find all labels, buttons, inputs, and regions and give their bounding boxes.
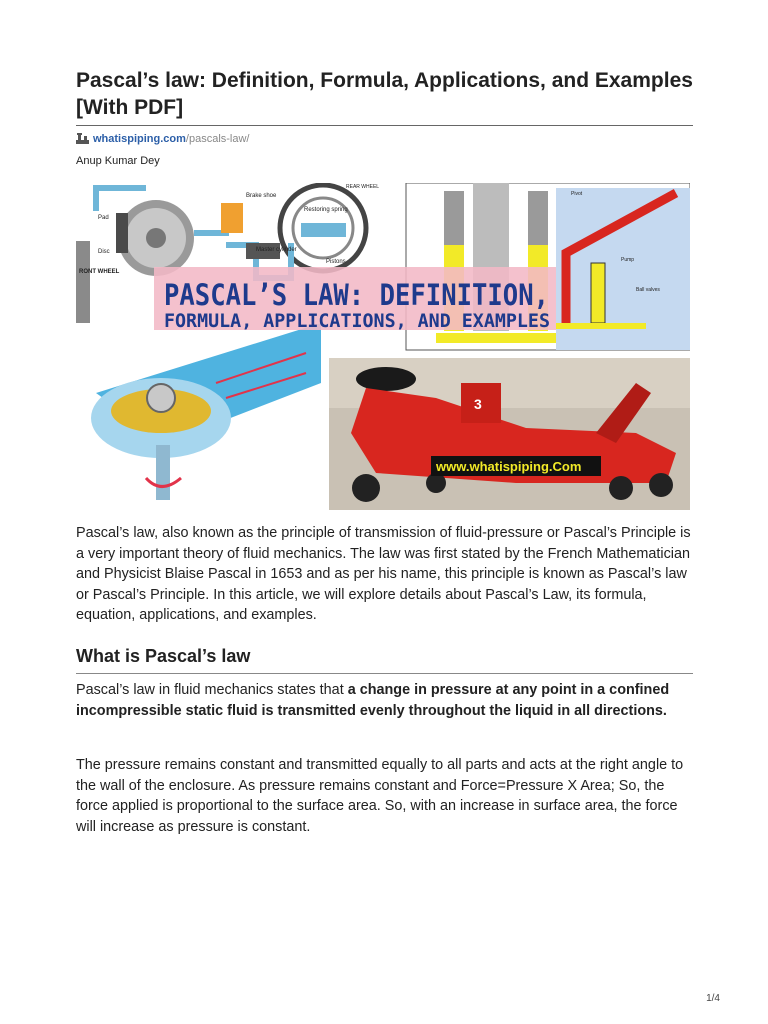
label-brake-shoe: Brake shoe (246, 193, 277, 199)
intro-paragraph: Pascal’s law, also known as the principle of transmission of fluid-pressure or Pascal’s Principle is a very important theory of fluid mechanics. The law was first stated by the French Mathematician and Physicist Blaise Pascal in 1653 and as per his name, this principle is known as Pascal’s law or Pascal’s Principle. In this article, we will explore details about Pascal’s Law, its formula, equation, applications, and examples. (76, 525, 691, 624)
label-master-cylinder: Master cylinder (256, 247, 297, 253)
pipe-logo-icon (76, 133, 89, 145)
jack-number: 3 (474, 396, 482, 412)
author-name: Anup Kumar Dey (76, 155, 160, 167)
label-pivot: Pivot (571, 191, 583, 197)
definition-bold: a change in pressure at any point in a confined incompressible static fluid is transmitted evenly throughout the liquid in all directions. (76, 682, 670, 719)
hero-illustration (76, 183, 690, 510)
banner-line-1: PASCAL’S LAW: DEFINITION, (164, 278, 549, 312)
label-ball-valves: Ball valves (636, 287, 660, 293)
banner-line-2: FORMULA, APPLICATIONS, AND EXAMPLES (164, 310, 550, 332)
title-divider (76, 125, 693, 126)
page-title: Pascal’s law: Definition, Formula, Applications, and Examples [With PDF] (76, 69, 693, 119)
definition-lead: Pascal’s law in fluid mechanics states that (76, 682, 348, 698)
source-domain[interactable]: whatispiping.com (93, 133, 186, 145)
section-heading: What is Pascal’s law (76, 646, 251, 666)
label-rear-wheel: REAR WHEEL (346, 184, 380, 190)
label-disc: Disc (98, 249, 110, 255)
source-path[interactable]: /pascals-law/ (185, 133, 250, 145)
label-pistons: Pistons (326, 259, 346, 265)
page-number: 1/4 (706, 993, 720, 1004)
label-restoring-spring: Restoring spring (304, 207, 348, 213)
section-divider (76, 673, 693, 674)
definition-paragraph (76, 680, 696, 721)
watermark-text: www.whatispiping.Com (436, 459, 582, 474)
pressure-paragraph: The pressure remains constant and transmitted equally to all parts and acts at the right angle to the wall of the enclosure. As pressure remains constant and Force=Pressure X Area; So, the force applied is proportional to the surface area. So, with an increase in surface area, the force will increase as pressure is constant. (76, 757, 684, 835)
label-pump: Pump (621, 257, 635, 263)
label-pad: Pad (98, 215, 109, 221)
source-link[interactable] (76, 132, 249, 146)
label-front-wheel: RONT WHEEL (79, 269, 120, 275)
